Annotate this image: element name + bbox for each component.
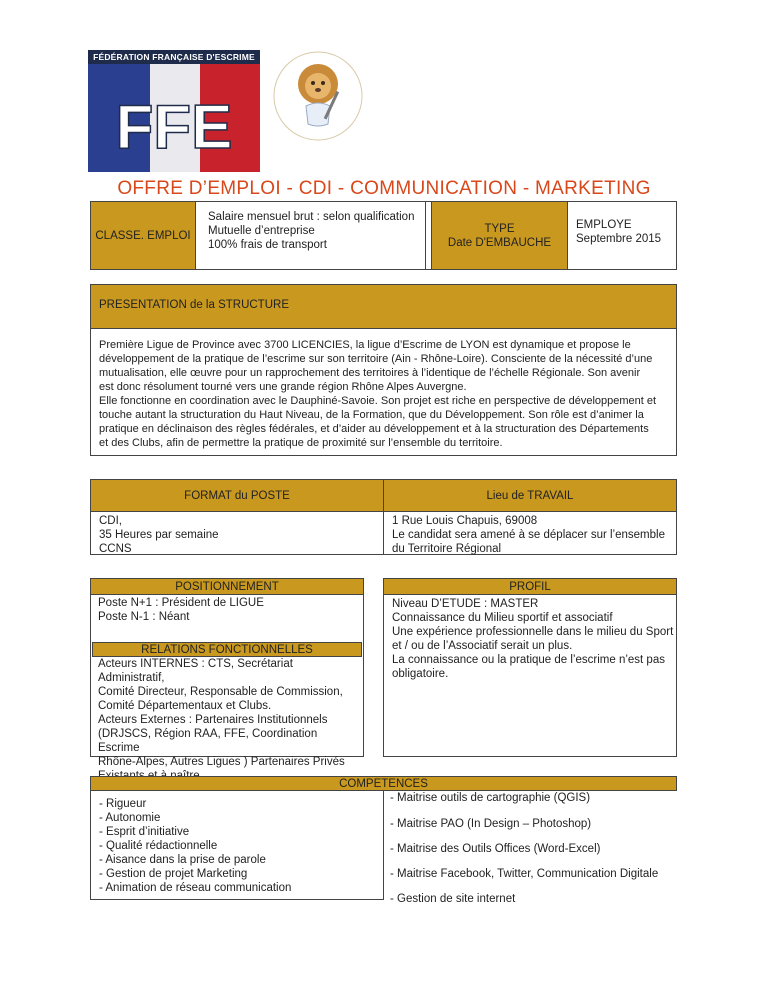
type-value-cell — [567, 201, 677, 270]
relations-line: Acteurs Externes : Partenaires Institutionnels — [98, 714, 328, 726]
competence-item: - Rigueur — [99, 798, 147, 810]
presentation-line: et des Clubs, afin de permettre la pratique de proximité sur l’ensemble du territoire. — [99, 437, 503, 449]
competence-item: - Aisance dans la prise de parole — [99, 854, 266, 866]
competence-item: - Animation de réseau communication — [99, 882, 292, 894]
lieu-line: 1 Rue Louis Chapuis, 69008 — [392, 515, 538, 527]
relations-line: Comité Directeur, Responsable de Commission, — [98, 686, 343, 698]
format-line: CDI, — [99, 515, 122, 527]
page-title: OFFRE D’EMPLOI - CDI - COMMUNICATION - MARKETING — [117, 178, 651, 199]
profil-line: Connaissance du Milieu sportif et associatif — [392, 612, 613, 624]
format-line: 35 Heures par semaine — [99, 529, 219, 541]
lieu-line: Le candidat sera amené à se déplacer sur l’ensemble — [392, 529, 665, 541]
presentation-line: Elle fonctionne en coordination avec le Dauphiné-Savoie. Son projet est riche en perspective de développement et — [99, 395, 657, 407]
competences-left — [90, 790, 384, 900]
format-heading: FORMAT du POSTE — [184, 489, 290, 502]
ffe-logo-banner: FÉDÉRATION FRANÇAISE D'ESCRIME — [88, 50, 260, 64]
positionnement-heading-cell — [90, 578, 364, 595]
presentation-line: Première Ligue de Province avec 3700 LICENCIES, la ligue d’Escrime de LYON est dynamique et propose le — [99, 339, 631, 351]
profil-heading: PROFIL — [509, 580, 551, 593]
presentation-line: pratique en déclinaison des règles fédérales, et d’aider au développement et à la structuration des Départements — [99, 423, 649, 435]
competences-heading: COMPETENCES — [339, 777, 428, 790]
lieu-heading: Lieu de TRAVAIL — [486, 489, 574, 502]
competence-item: - Autonomie — [99, 812, 161, 824]
ffe-logo — [88, 50, 260, 172]
format-body — [90, 511, 384, 555]
lieu-line: du Territoire Régional — [392, 543, 502, 555]
presentation-line: est donc résolument tourné vers une grande région Rhône Alpes Auvergne. — [99, 381, 467, 393]
presentation-body — [90, 328, 677, 456]
embauche-value: Septembre 2015 — [576, 233, 662, 245]
positionnement-heading: POSITIONNEMENT — [175, 580, 279, 593]
classe-detail-line: 100% frais de transport — [208, 239, 327, 251]
classe-details-cell — [195, 201, 426, 270]
competences-heading-cell — [90, 776, 677, 791]
competence-item: - Gestion de projet Marketing — [99, 868, 248, 880]
type-label: TYPE — [484, 222, 515, 235]
classe-detail-line: Mutuelle d’entreprise — [208, 225, 315, 237]
competence-item: - Esprit d’initiative — [99, 826, 190, 838]
relations-line: Comité Départementaux et Clubs. — [98, 700, 272, 712]
classe-label-cell — [90, 201, 196, 270]
competence-item: - Maitrise des Outils Offices (Word-Excel) — [390, 843, 601, 855]
profil-heading-cell — [383, 578, 677, 595]
relations-line: Acteurs INTERNES : CTS, Secrétariat Administratif, — [98, 658, 293, 684]
presentation-line: mutualisation, elle œuvre pour un rapprochement des territoires à l’identique de l’échelle Régionale. Son avenir — [99, 367, 641, 379]
type-label-cell — [431, 201, 568, 270]
profil-body — [383, 594, 677, 757]
relations-line: (DRJSCS, Région RAA, FFE, Coordination Escrime — [98, 728, 318, 754]
profil-line: et / ou de l’Associatif serait un plus. — [392, 640, 573, 652]
competence-item: - Maitrise Facebook, Twitter, Communication Digitale — [390, 868, 659, 880]
presentation-line: touche autant la structuration du Haut Niveau, de la Formation, que du Développement. Son rôle est d’animer la — [99, 409, 644, 421]
presentation-heading: PRESENTATION de la STRUCTURE — [99, 299, 289, 311]
ligue-lion-logo — [272, 50, 364, 142]
type-value: EMPLOYE — [576, 219, 632, 231]
lieu-heading-cell — [383, 479, 677, 512]
profil-line: La connaissance ou la pratique de l’escrime n’est pas — [392, 654, 665, 666]
positionnement-lines — [98, 596, 358, 624]
relations-lines — [98, 657, 360, 783]
competence-item: - Qualité rédactionnelle — [99, 840, 218, 852]
presentation-heading-cell — [90, 284, 677, 329]
profil-line: obligatoire. — [392, 668, 449, 680]
profil-line: Niveau D’ETUDE : MASTER — [392, 598, 539, 610]
relations-line: Rhône-Alpes, Autres Ligues ) Partenaires Privés — [98, 756, 345, 768]
positionnement-line: Poste N+1 : Président de LIGUE — [98, 597, 264, 609]
profil-line: Une expérience professionnelle dans le milieu du Sport — [392, 626, 674, 638]
classe-detail-line: Salaire mensuel brut : selon qualification — [208, 211, 415, 223]
lion-icon — [272, 50, 364, 142]
competence-item: - Maitrise PAO (In Design – Photoshop) — [390, 818, 592, 830]
competence-item: - Maitrise outils de cartographie (QGIS) — [390, 792, 591, 804]
ffe-logo-graphic — [88, 50, 260, 172]
relations-heading-cell — [92, 642, 362, 657]
positionnement-line: Poste N-1 : Néant — [98, 611, 190, 623]
relations-heading: RELATIONS FONCTIONNELLES — [141, 643, 313, 656]
presentation-line: développement de la pratique de l’escrime sur son territoire (Ain - Rhône-Loire). Consciente de la nécessité d’une — [99, 353, 653, 365]
competence-item: - Gestion de site internet — [390, 893, 516, 905]
format-heading-cell — [90, 479, 384, 512]
svg-text:FFE: FFE — [115, 93, 233, 162]
embauche-label: Date D'EMBAUCHE — [447, 236, 552, 249]
classe-label: CLASSE. EMPLOI — [95, 229, 191, 242]
format-line: CCNS — [99, 543, 132, 555]
lieu-body — [383, 511, 677, 555]
